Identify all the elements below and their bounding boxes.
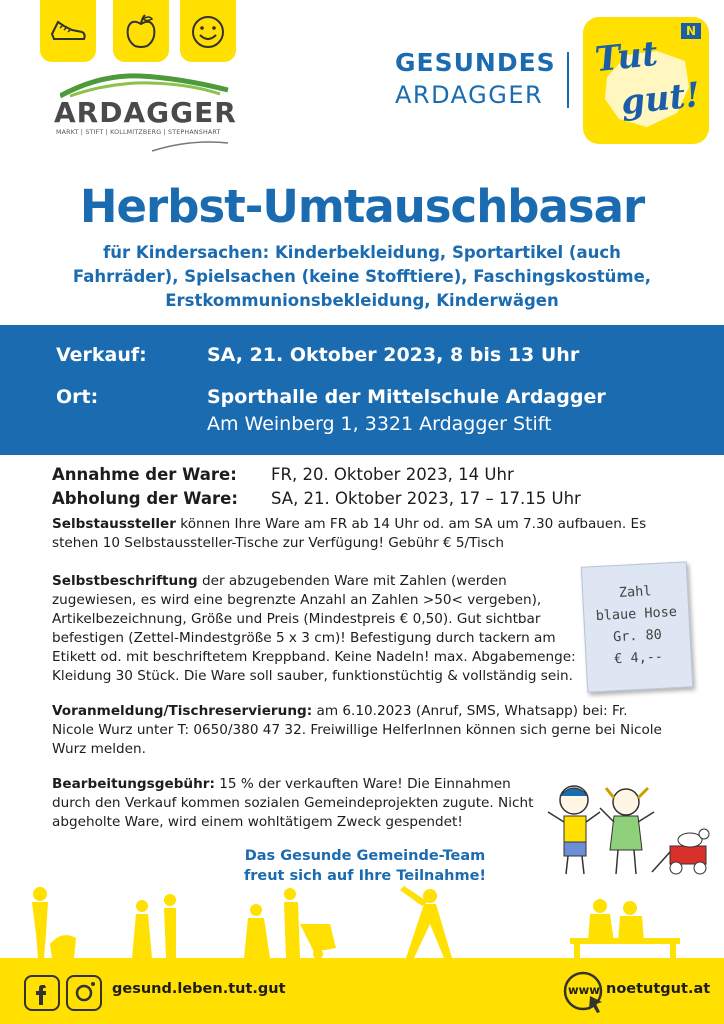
event-info-band: [0, 325, 724, 455]
gesundes-logo-line1: GESUNDES: [395, 48, 556, 77]
team-line2: freut sich auf Ihre Teilnahme!: [243, 868, 487, 884]
page-title: Herbst-Umtauschbasar: [79, 180, 645, 233]
smiley-icon: [188, 12, 228, 52]
note-line4: € 4,--: [613, 648, 664, 668]
sneaker-icon-tile: [40, 0, 96, 62]
ardagger-logo-subline: MARKT | STIFT | KOLLMITZBERG | STEPHANSHART: [56, 129, 221, 136]
ardagger-swoosh: [150, 139, 230, 153]
annahme-label: Annahme der Ware:: [52, 465, 237, 484]
website-link[interactable]: noetutgut.at: [606, 981, 711, 997]
team-message: [200, 846, 530, 886]
abholung-value: SA, 21. Oktober 2023, 17 – 17.15 Uhr: [271, 489, 581, 508]
gebuehr-paragraph: [52, 775, 540, 832]
note-line1: Zahl: [618, 583, 652, 601]
selbstbeschriftung-heading: Selbstbeschriftung: [52, 573, 198, 589]
ort-value: Sporthalle der Mittelschule Ardagger: [207, 386, 606, 408]
tutgut-line1: Tut: [593, 33, 660, 81]
facebook-icon[interactable]: [24, 975, 60, 1011]
gebuehr-text: 15 % der verkauften Ware! Die Einnahmen durch den Verkauf kommen sozialen Gemeindeprojekten zugute. Nicht abgeholte Ware, wird einem wohltätigem Zweck gespendet!: [52, 776, 534, 830]
voranmeldung-text: am 6.10.2023 (Anruf, SMS, Whatsapp) bei: Fr. Nicole Wurz unter T: 0650/380 47 32. Freiwillige HelferInnen können sich gerne bei Nicole Wurz melden.: [52, 703, 662, 757]
smiley-icon-tile: [180, 0, 236, 62]
selbstbeschriftung-text: der abzugebenden Ware mit Zahlen (werden zugewiesen, es wird eine begrenzte Anzahl an Zahlen >50< vergeben), Artikelbezeichnung, Größe und Preis (Mindestpreis € 0,50). Gut sichtbar befestigen (Zettel-Mindestgröße 5 x 3 cm)! Befestigung durch tackern am Etikett od. mit beschriftetem Kreppband. Keine Nadeln! max. Abgabemenge: Kleidung 30 Stück. Die Ware soll sauber, funktionstüchtig & vollständig sein.: [52, 573, 576, 684]
ardagger-logo-text: ARDAGGER: [54, 96, 237, 129]
www-label: www: [568, 983, 600, 997]
kids-illustration: [544, 778, 716, 884]
example-label-note: [581, 561, 693, 692]
voranmeldung-heading: Voranmeldung/Tischreservierung:: [52, 703, 313, 719]
instagram-icon[interactable]: [66, 975, 102, 1011]
selbstbeschriftung-paragraph: [52, 572, 580, 686]
voranmeldung-paragraph: [52, 702, 662, 759]
note-line3: Gr. 80: [612, 626, 663, 646]
selbstaussteller-text: können Ihre Ware am FR ab 14 Uhr od. am SA um 7.30 aufbauen. Es stehen 10 Selbstaussteller-Tische zur Verfügung! Gebühr € 5/Tisch: [52, 516, 647, 551]
team-line1: Das Gesunde Gemeinde-Team: [244, 848, 486, 864]
abholung-label: Abholung der Ware:: [52, 489, 238, 508]
dates-block: [52, 463, 581, 511]
noe-badge: N: [681, 23, 701, 39]
people-silhouettes-decoration: [0, 884, 724, 960]
page-subtitle: für Kindersachen: Kinderbekleidung, Sportartikel (auch Fahrräder), Spielsachen (keine Stofftiere), Faschingskostüme, Erstkommunionsbekleidung, Kinderwägen: [72, 243, 652, 310]
verkauf-label: Verkauf:: [56, 344, 147, 366]
ort-label: Ort:: [56, 386, 99, 408]
footer: [0, 958, 724, 1024]
apple-icon: [121, 12, 161, 52]
tutgut-logo: [583, 17, 709, 144]
social-handle[interactable]: gesund.leben.tut.gut: [112, 981, 286, 997]
selbstaussteller-paragraph: [52, 515, 662, 553]
ardagger-hill-logo: [60, 72, 230, 98]
logo-divider: [567, 52, 569, 108]
gesundes-logo-line2: ARDAGGER: [395, 81, 544, 109]
apple-icon-tile: [113, 0, 169, 62]
ort-address: Am Weinberg 1, 3321 Ardagger Stift: [207, 413, 552, 435]
selbstaussteller-heading: Selbstaussteller: [52, 516, 176, 532]
verkauf-value: SA, 21. Oktober 2023, 8 bis 13 Uhr: [207, 344, 580, 366]
gebuehr-heading: Bearbeitungsgebühr:: [52, 776, 215, 792]
sneaker-icon: [48, 12, 88, 48]
note-line2: blaue Hose: [595, 603, 678, 625]
annahme-value: FR, 20. Oktober 2023, 14 Uhr: [271, 465, 514, 484]
tutgut-line2: gut!: [619, 74, 702, 124]
